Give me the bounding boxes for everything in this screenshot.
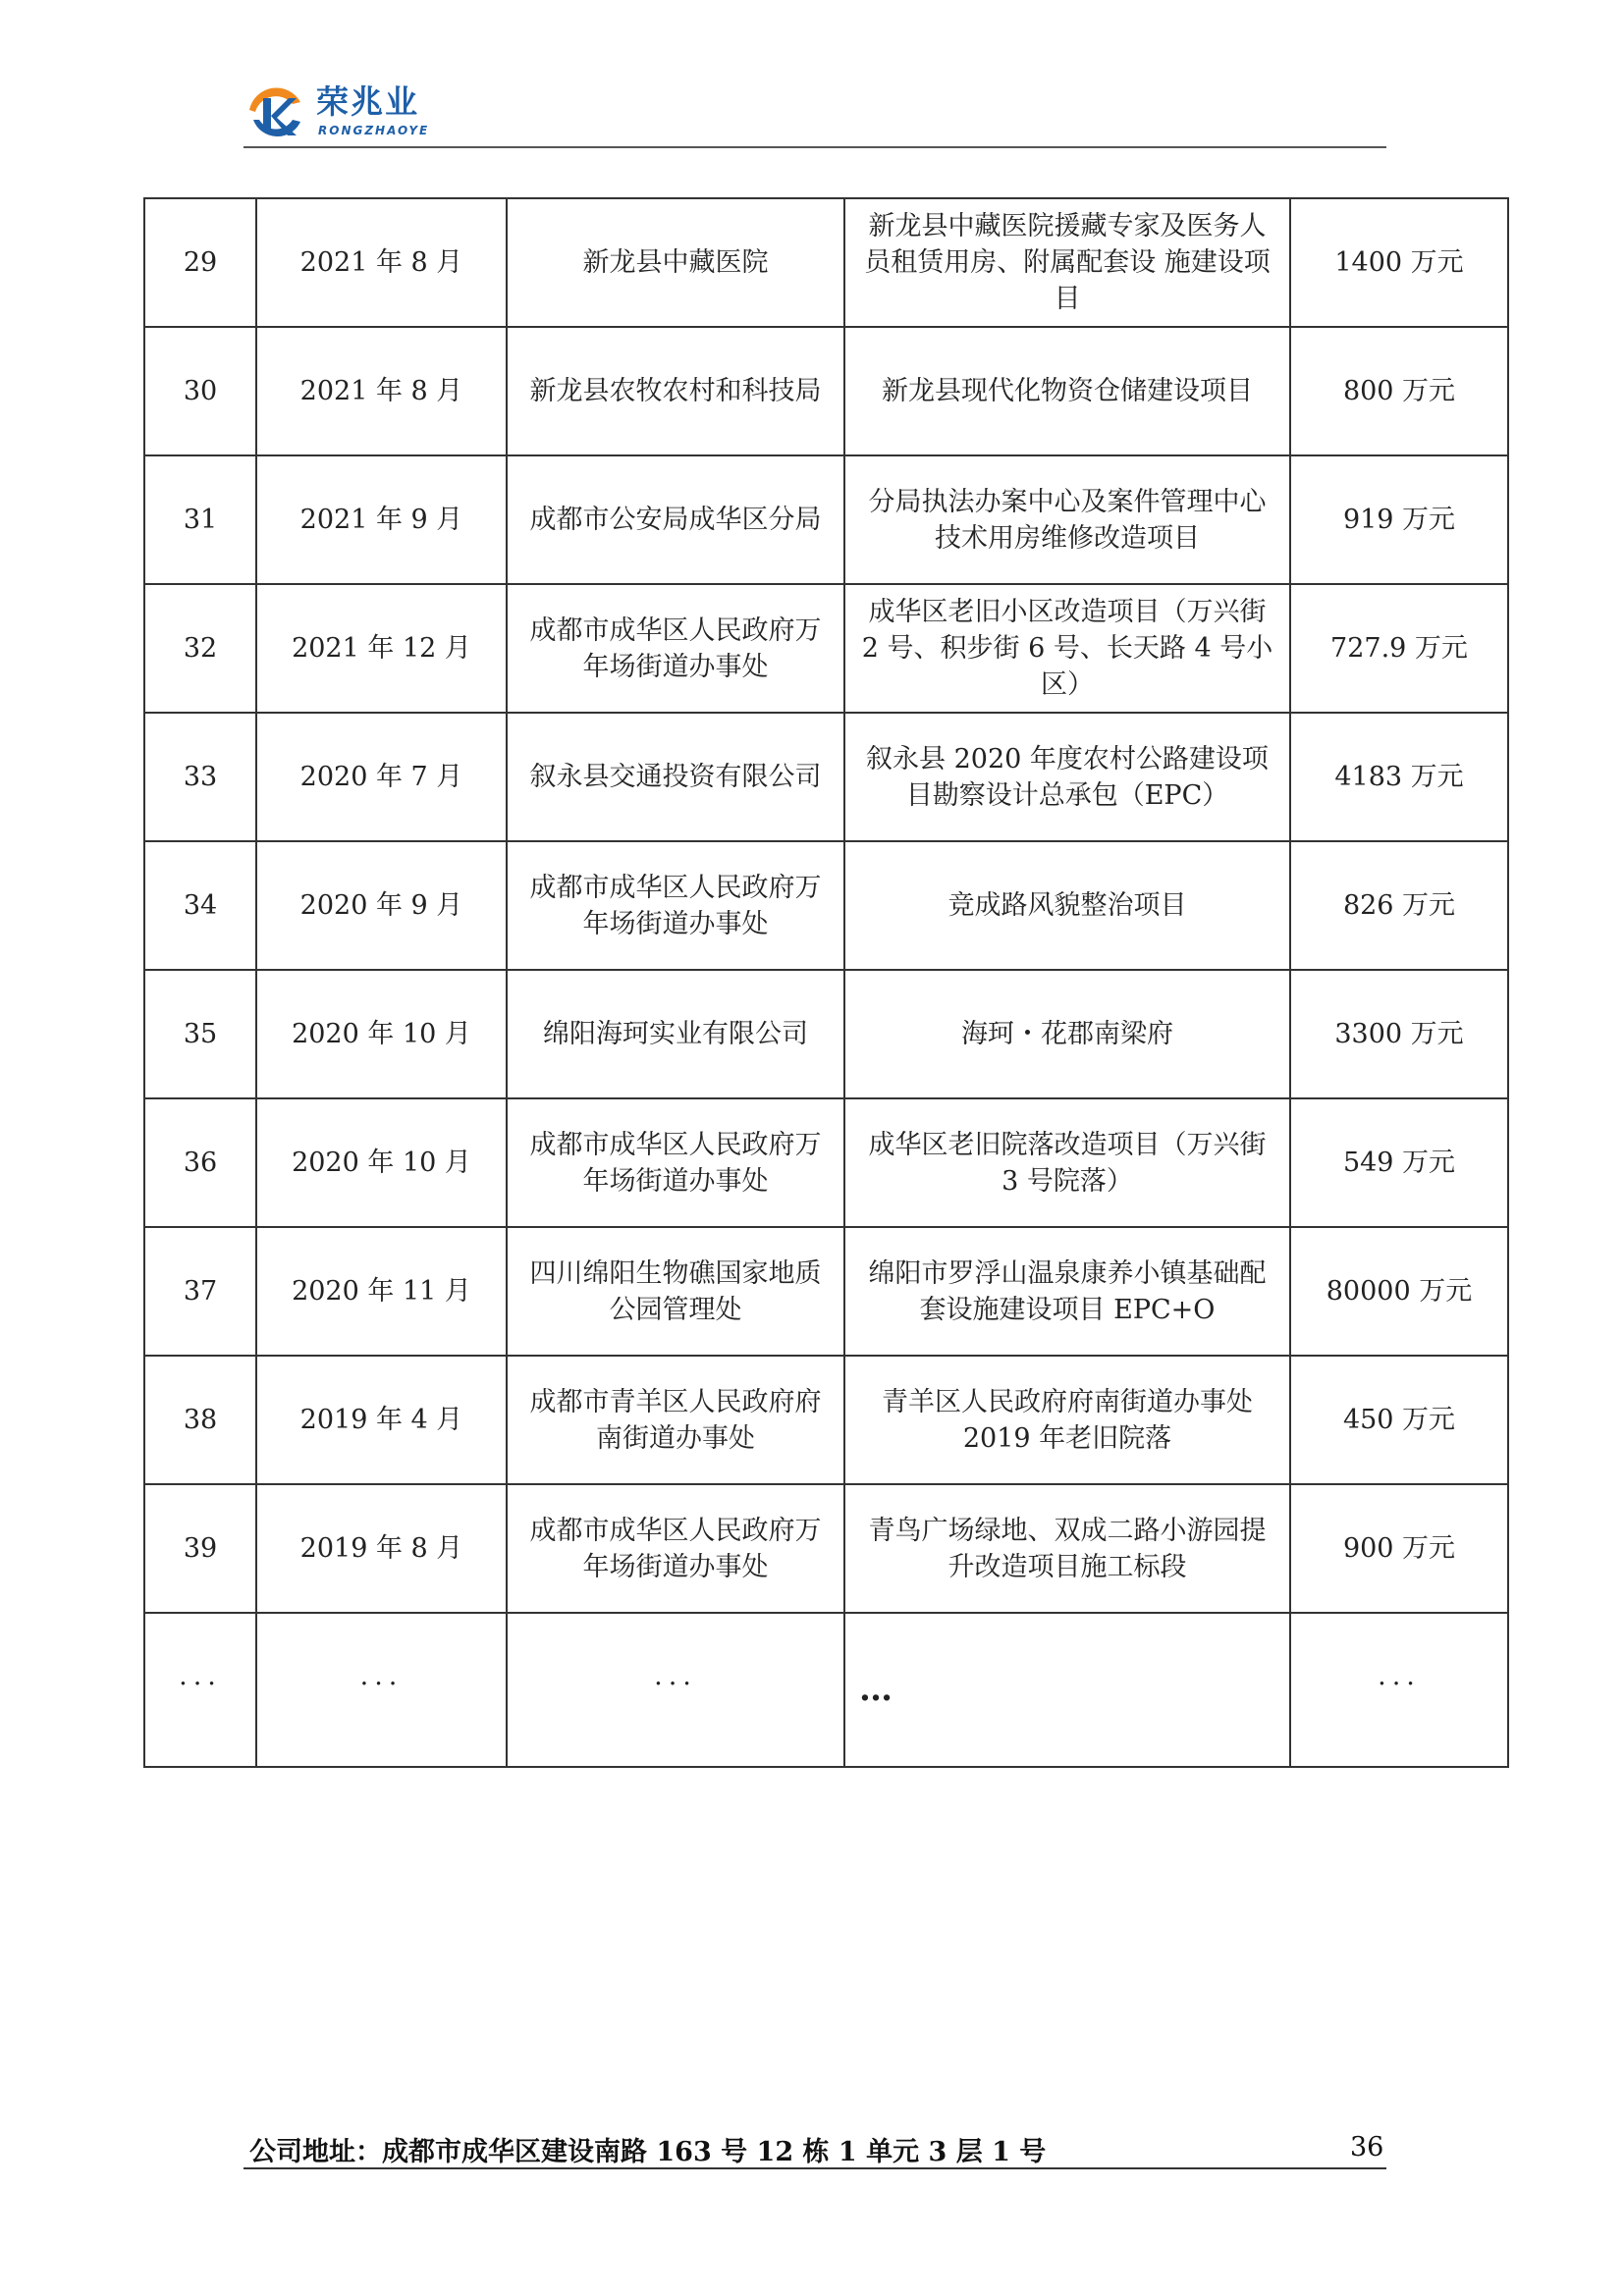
row-client: 绵阳海珂实业有限公司 (507, 970, 844, 1098)
row-date: 2021 年 9 月 (256, 455, 507, 584)
row-number: 36 (144, 1098, 256, 1227)
row-amount: 549 万元 (1290, 1098, 1508, 1227)
ellipsis-cell-no: ... (144, 1613, 256, 1767)
row-date: 2021 年 8 月 (256, 198, 507, 327)
company-name-cn: 荣兆业 (316, 82, 419, 121)
page-number: 36 (1350, 2132, 1384, 2163)
row-client: 成都市成华区人民政府万年场街道办事处 (507, 1484, 844, 1613)
row-amount: 80000 万元 (1290, 1227, 1508, 1356)
row-date: 2021 年 12 月 (256, 584, 507, 713)
row-amount: 900 万元 (1290, 1484, 1508, 1613)
row-amount: 800 万元 (1290, 327, 1508, 455)
row-amount: 1400 万元 (1290, 198, 1508, 327)
table-row (144, 198, 1508, 327)
footer-divider (244, 2167, 1386, 2169)
table-row (144, 713, 1508, 841)
row-project: 新龙县现代化物资仓储建设项目 (844, 327, 1290, 455)
row-client: 成都市成华区人民政府万年场街道办事处 (507, 841, 844, 970)
row-amount: 727.9 万元 (1290, 584, 1508, 713)
row-number: 32 (144, 584, 256, 713)
table-row (144, 455, 1508, 584)
ellipsis-cell-date: ... (256, 1613, 507, 1767)
ellipsis-cell-client: ... (507, 1613, 844, 1767)
row-date: 2020 年 7 月 (256, 713, 507, 841)
row-number: 29 (144, 198, 256, 327)
row-project: 海珂・花郡南梁府 (844, 970, 1290, 1098)
company-logo-icon (244, 80, 308, 145)
row-project: 分局执法办案中心及案件管理中心技术用房维修改造项目 (844, 455, 1290, 584)
row-number: 38 (144, 1356, 256, 1484)
row-client: 新龙县中藏医院 (507, 198, 844, 327)
table-row (144, 327, 1508, 455)
row-number: 39 (144, 1484, 256, 1613)
row-date: 2020 年 11 月 (256, 1227, 507, 1356)
row-number: 34 (144, 841, 256, 970)
project-table-body (144, 198, 1508, 1767)
table-row (144, 584, 1508, 713)
table-row (144, 1227, 1508, 1356)
row-project: 成华区老旧院落改造项目（万兴街 3 号院落） (844, 1098, 1290, 1227)
table-row (144, 1484, 1508, 1613)
row-project: 新龙县中藏医院援藏专家及医务人员租赁用房、附属配套设 施建设项目 (844, 198, 1290, 327)
row-project: 青羊区人民政府府南街道办事处 2019 年老旧院落 (844, 1356, 1290, 1484)
row-number: 31 (144, 455, 256, 584)
row-amount: 919 万元 (1290, 455, 1508, 584)
ellipsis-cell-amount: ... (1290, 1613, 1508, 1767)
ellipsis-cell-project: … (844, 1613, 1290, 1767)
row-project: 竞成路风貌整治项目 (844, 841, 1290, 970)
table-row (144, 1356, 1508, 1484)
row-client: 四川绵阳生物礁国家地质公园管理处 (507, 1227, 844, 1356)
row-date: 2020 年 10 月 (256, 1098, 507, 1227)
row-client: 成都市公安局成华区分局 (507, 455, 844, 584)
row-amount: 826 万元 (1290, 841, 1508, 970)
row-date: 2021 年 8 月 (256, 327, 507, 455)
row-client: 新龙县农牧农村和科技局 (507, 327, 844, 455)
row-number: 33 (144, 713, 256, 841)
row-number: 35 (144, 970, 256, 1098)
row-project: 成华区老旧小区改造项目（万兴街 2 号、积步街 6 号、长天路 4 号小区） (844, 584, 1290, 713)
table-row (144, 1098, 1508, 1227)
footer-address: 公司地址：成都市成华区建设南路 163 号 12 栋 1 单元 3 层 1 号 (249, 2137, 1047, 2167)
row-client: 成都市成华区人民政府万年场街道办事处 (507, 1098, 844, 1227)
row-date: 2019 年 8 月 (256, 1484, 507, 1613)
row-amount: 450 万元 (1290, 1356, 1508, 1484)
row-project: 青鸟广场绿地、双成二路小游园提升改造项目施工标段 (844, 1484, 1290, 1613)
row-date: 2019 年 4 月 (256, 1356, 507, 1484)
page-header (244, 71, 1386, 149)
row-amount: 3300 万元 (1290, 970, 1508, 1098)
row-client: 叙永县交通投资有限公司 (507, 713, 844, 841)
row-amount: 4183 万元 (1290, 713, 1508, 841)
ellipsis-row (144, 1613, 1508, 1767)
row-client: 成都市青羊区人民政府府南街道办事处 (507, 1356, 844, 1484)
row-number: 37 (144, 1227, 256, 1356)
project-table (143, 197, 1509, 1768)
row-client: 成都市成华区人民政府万年场街道办事处 (507, 584, 844, 713)
table-row (144, 970, 1508, 1098)
row-date: 2020 年 10 月 (256, 970, 507, 1098)
header-divider (244, 146, 1386, 148)
table-row (144, 841, 1508, 970)
row-project: 绵阳市罗浮山温泉康养小镇基础配套设施建设项目 EPC+O (844, 1227, 1290, 1356)
row-date: 2020 年 9 月 (256, 841, 507, 970)
row-number: 30 (144, 327, 256, 455)
company-name-en: RONGZHAOYE (318, 124, 430, 137)
row-project: 叙永县 2020 年度农村公路建设项目勘察设计总承包（EPC） (844, 713, 1290, 841)
